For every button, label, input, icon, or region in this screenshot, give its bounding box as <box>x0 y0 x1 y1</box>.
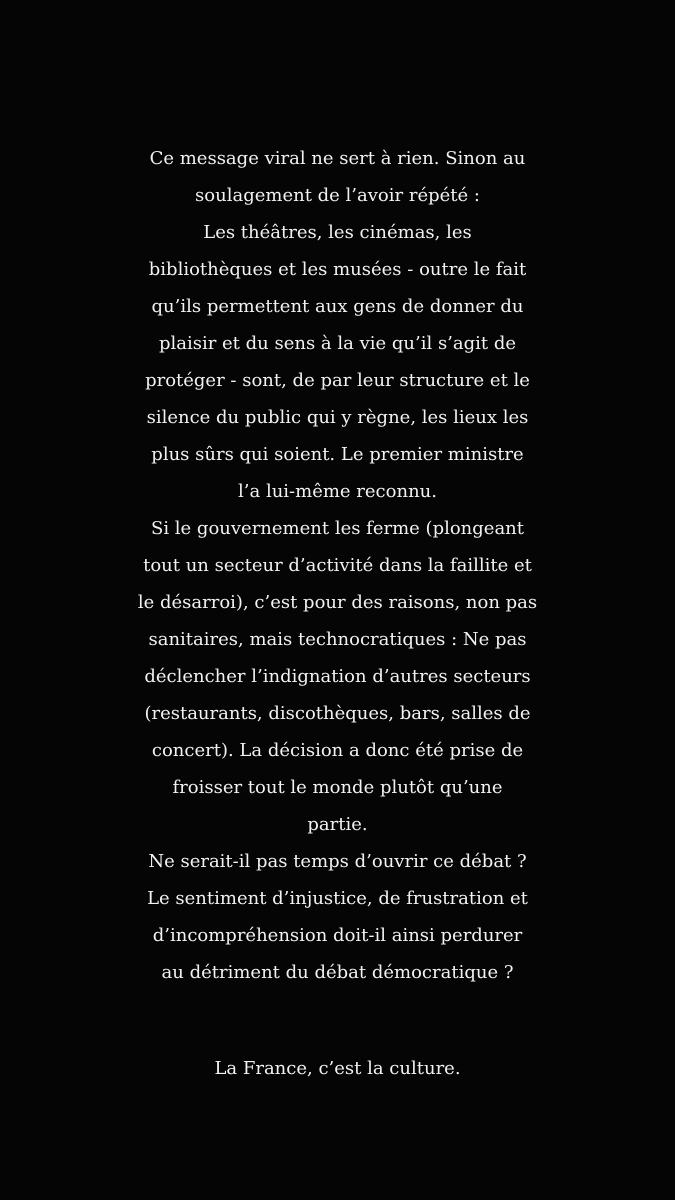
story-line: au détriment du débat démocratique ? <box>161 962 514 983</box>
story-line: Ce message viral ne sert à rien. Sinon au <box>149 148 526 169</box>
story-line: déclencher l’indignation d’autres secteurs <box>144 666 531 687</box>
story-line: partie. <box>307 814 368 835</box>
story-line: Les théâtres, les cinémas, les <box>203 222 472 243</box>
story-line: soulagement de l’avoir répété : <box>195 185 480 206</box>
story-line: concert). La décision a donc été prise de <box>151 740 524 761</box>
story-line: Le sentiment d’injustice, de frustration et <box>147 888 528 909</box>
story-line: l’a lui-même reconnu. <box>238 481 437 502</box>
story-line: qu’ils permettent aux gens de donner du <box>151 296 524 317</box>
story-text-block <box>0 140 675 991</box>
story-line: d’incompréhension doit-il ainsi perdurer <box>152 925 523 946</box>
story-line: Si le gouvernement les ferme (plongeant <box>150 518 525 539</box>
closing-line: La France, c’est la culture. <box>214 1058 461 1079</box>
story-line: tout un secteur d’activité dans la faillite et <box>143 555 532 576</box>
story-line: sanitaires, mais technocratiques : Ne pas <box>148 629 527 650</box>
story-line: (restaurants, discothèques, bars, salles de <box>144 703 531 724</box>
story-line: Ne serait-il pas temps d’ouvrir ce débat ? <box>148 851 527 872</box>
story-line: silence du public qui y règne, les lieux les <box>146 407 529 428</box>
story-line: plus sûrs qui soient. Le premier ministre <box>151 444 524 465</box>
story-line: protéger - sont, de par leur structure et le <box>145 370 530 391</box>
story-line: plaisir et du sens à la vie qu’il s’agit de <box>158 333 517 354</box>
story-line: froisser tout le monde plutôt qu’une <box>172 777 503 798</box>
story-line: bibliothèques et les musées - outre le fait <box>148 259 527 280</box>
story-line: le désarroi), c’est pour des raisons, non pas <box>137 592 538 613</box>
